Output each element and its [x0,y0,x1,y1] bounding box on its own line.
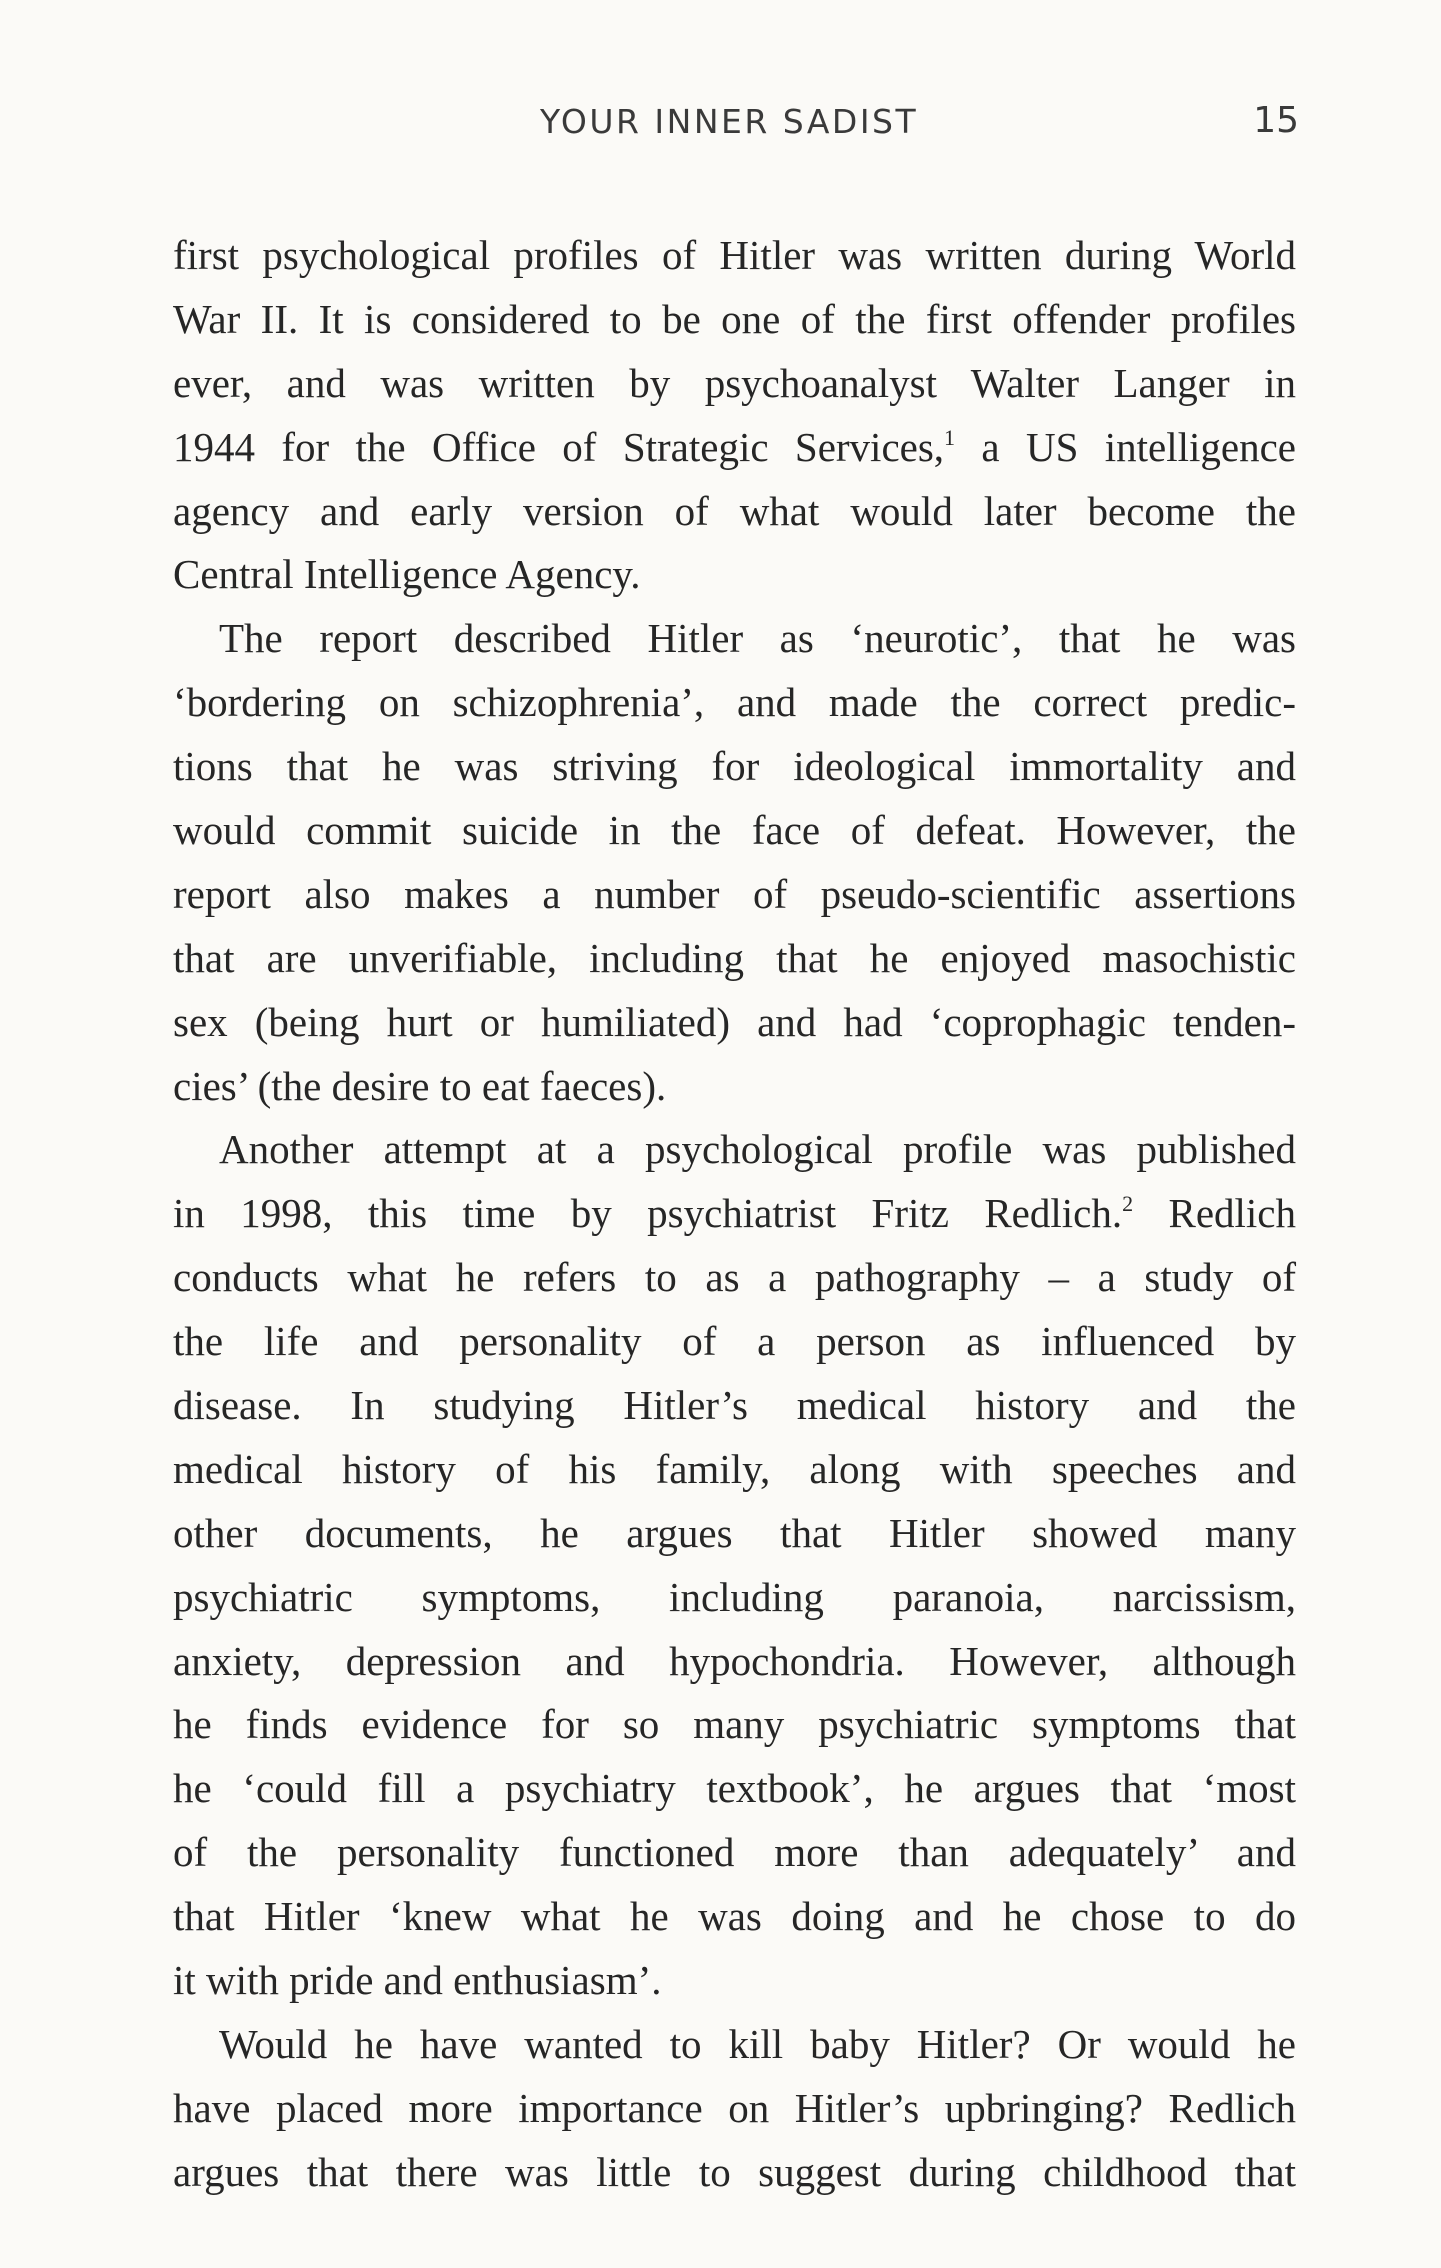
text-line: sex (being hurt or humiliated) and had ‘coprophagic tenden- [173,998,1296,1045]
running-head [0,96,1441,156]
running-title: YOUR INNER SADIST [540,102,919,141]
footnote-reference: 2 [1122,1191,1134,1217]
text-line [173,1182,1296,1246]
text-line: ‘bordering on schizophrenia’, and made the correct predic- [173,679,1296,726]
text-line: ever, and was written by psychoanalyst Walter Langer in [173,359,1296,406]
text-line: anxiety, depression and hypochondria. However, although [173,1637,1296,1684]
text-line: Central Intelligence Agency. [173,551,641,598]
text-segment: Redlich [1133,1190,1297,1237]
text-line: medical history of his family, along with speeches and [173,1445,1296,1492]
text-line: that Hitler ‘knew what he was doing and he chose to do [173,1893,1296,1940]
paragraph-1 [173,224,1296,607]
paragraph-4 [173,2013,1296,2205]
paragraph-2 [173,607,1296,1118]
text-line: cies’ (the desire to eat faeces). [173,1062,667,1109]
text-line: War II. It is considered to be one of the first offender profiles [173,295,1296,342]
text-line: Another attempt at a psychological profile was published [219,1126,1296,1173]
text-segment: in 1998, this time by psychiatrist Fritz Redlich. [173,1190,1123,1237]
text-line: Would he have wanted to kill baby Hitler? Or would he [219,2020,1296,2067]
text-line: would commit suicide in the face of defeat. However, the [173,807,1296,854]
text-line: agency and early version of what would later become the [173,487,1296,534]
text-line: the life and personality of a person as influenced by [173,1318,1296,1365]
text-segment: 1944 for the Office of Strategic Services, [173,423,945,470]
text-line: he finds evidence for so many psychiatric symptoms that [173,1701,1296,1748]
text-line: tions that he was striving for ideological immortality and [173,743,1296,790]
text-line: other documents, he argues that Hitler showed many [173,1509,1296,1556]
text-line: he ‘could fill a psychiatry textbook’, he argues that ‘most [173,1765,1296,1812]
text-line: argues that there was little to suggest during childhood that [173,2148,1296,2195]
page-number: 15 [1253,100,1299,141]
text-line: have placed more importance on Hitler’s upbringing? Redlich [173,2084,1296,2131]
text-line: first psychological profiles of Hitler was written during World [173,232,1296,278]
footnote-reference: 1 [944,424,956,450]
text-line: that are unverifiable, including that he enjoyed masochistic [173,934,1296,981]
text-segment: a US intelligence [955,423,1296,470]
text-line: it with pride and enthusiasm’. [173,1957,662,2004]
paragraph-3 [173,1118,1296,2012]
text-line: The report described Hitler as ‘neurotic’, that he was [219,615,1296,662]
text-line: psychiatric symptoms, including paranoia, narcissism, [173,1573,1296,1620]
body-text [173,224,1296,2205]
text-line: conducts what he refers to as a pathography – a study of [173,1254,1296,1301]
text-line [173,416,1296,480]
text-line: of the personality functioned more than adequately’ and [173,1829,1296,1876]
text-line: disease. In studying Hitler’s medical history and the [173,1382,1296,1429]
text-line: report also makes a number of pseudo-scientific assertions [173,870,1296,917]
